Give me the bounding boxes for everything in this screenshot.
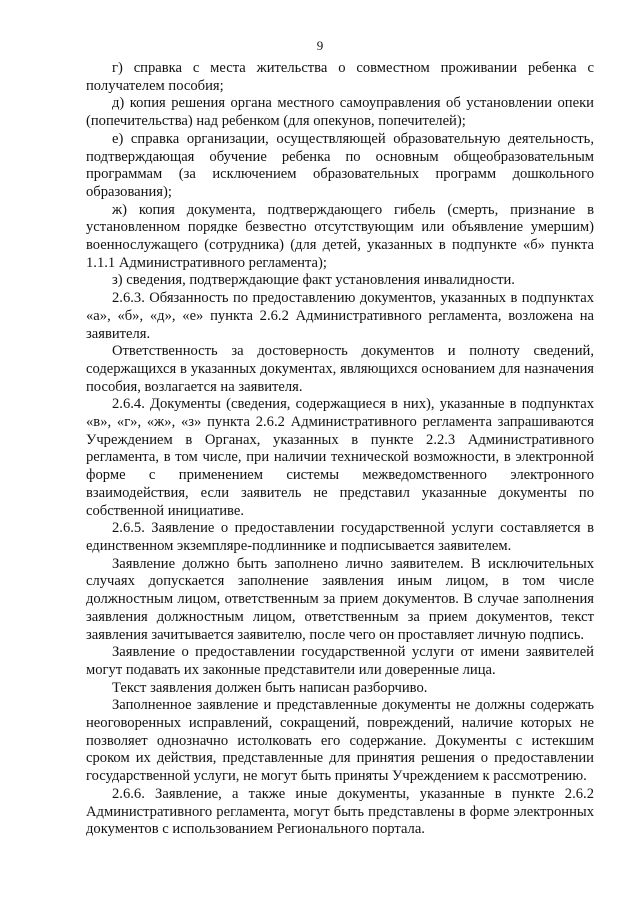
paragraph-2-6-3: 2.6.3. Обязанность по предоставлению документов, указанных в подпунктах «а», «б», «д», «е» пункта 2.6.2 Административного регламента, возложена на заявителя. [86, 290, 594, 342]
paragraph-item-e: е) справка организации, осуществляющей образовательную деятельность, подтверждающая обучение ребенка по основным общеобразовательным программам (за исключением образовательных программ дошкольного образования); [86, 130, 594, 200]
document-body [86, 60, 594, 839]
paragraph-item-zh: ж) копия документа, подтверждающего гибель (смерть, признание в установленном порядке безвестно отсутствующим или объявление умершим) военнослужащего (сотрудника) (для детей, указанных в подпункте «б» пункта 1.1.1 Административного регламента); [86, 201, 594, 271]
paragraph-2-6-5: 2.6.5. Заявление о предоставлении государственной услуги составляется в единственном экземпляре-подлиннике и подписывается заявителем. [86, 520, 594, 554]
paragraph-representatives: Заявление о предоставлении государственной услуги от имени заявителей могут подавать их законные представители или доверенные лица. [86, 644, 594, 678]
paragraph-item-g: г) справка с места жительства о совместном проживании ребенка с получателем пособия; [86, 60, 594, 94]
paragraph-filling-rules: Заявление должно быть заполнено лично заявителем. В исключительных случаях допускается заполнение заявления иным лицом, в том числе должностным лицом, ответственным за прием документов. В случае заполнения заявления должностным лицом, ответственным за прием документов, текст заявления зачитывается заявителю, после чего он проставляет личную подпись. [86, 555, 594, 643]
paragraph-2-6-6: 2.6.6. Заявление, а также иные документы, указанные в пункте 2.6.2 Административного регламента, могут быть представлены в форме электронных документов с использованием Регионального портала. [86, 785, 594, 838]
paragraph-legibility: Текст заявления должен быть написан разборчиво. [112, 679, 428, 696]
paragraph-item-z: з) сведения, подтверждающие факт установления инвалидности. [112, 272, 515, 289]
page-number: 9 [316, 38, 324, 53]
paragraph-corrections: Заполненное заявление и представленные документы не должны содержать неоговоренных исправлений, сокращений, повреждений, наличие которых не позволяет однозначно истолковать его содержание. Документы с истекшим сроком их действия, представленные для принятия решения о предоставлении государственной услуги, не могут быть приняты Учреждением к рассмотрению. [86, 697, 594, 785]
paragraph-2-6-4: 2.6.4. Документы (сведения, содержащиеся в них), указанные в подпунктах «в», «г», «ж», «з» пункта 2.6.2 Административного регламента запрашиваются Учреждением в Органах, указанных в пункте 2.2.3 Административного регламента, в том числе, при наличии технической возможности, в электронной форме с применением системы межведомственного электронного взаимодействия, если заявитель не представил указанные документы по собственной инициативе. [86, 396, 594, 519]
paragraph-responsibility: Ответственность за достоверность документов и полноту сведений, содержащихся в указанных документах, являющихся основанием для назначения пособия, возлагается на заявителя. [86, 343, 594, 395]
paragraph-item-d: д) копия решения органа местного самоуправления об установлении опеки (попечительства) над ребенком (для опекунов, попечителей); [86, 95, 594, 130]
